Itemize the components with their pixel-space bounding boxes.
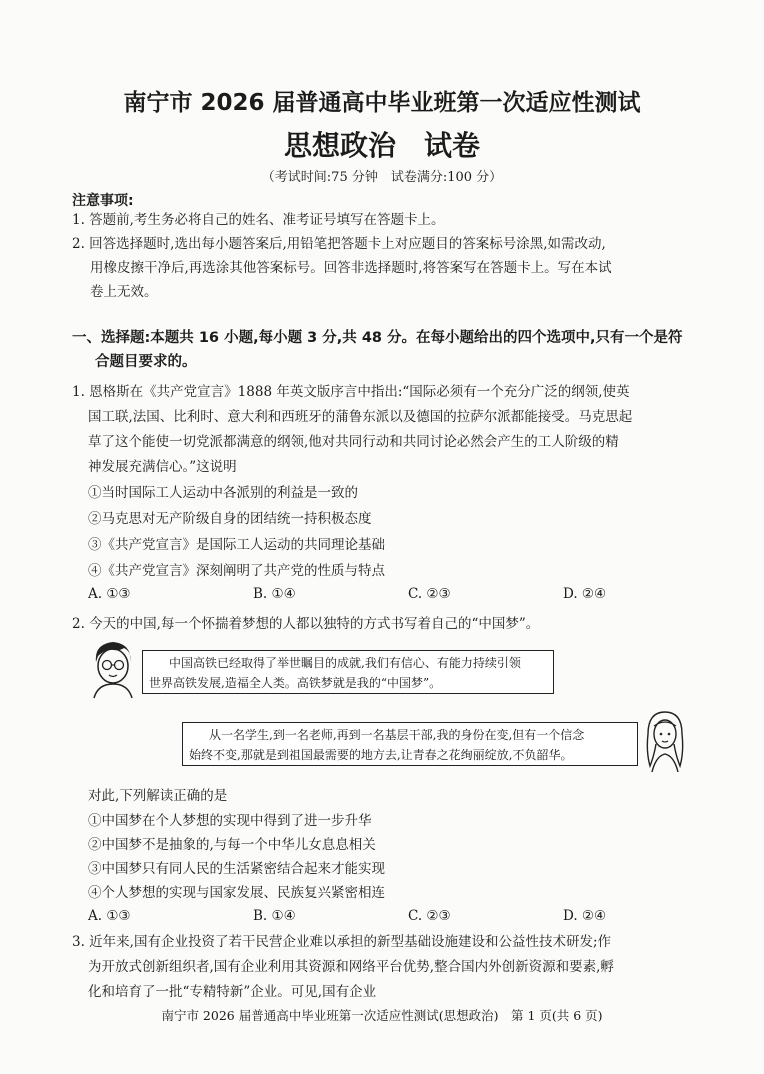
exam-title: 南宁市 2026 届普通高中毕业班第一次适应性测试 <box>123 90 641 116</box>
q2-options <box>88 908 688 928</box>
q2-option-b: B. ①④ <box>253 908 296 924</box>
q1-item: ④《共产党宣言》深刻阐明了共产党的性质与特点 <box>88 563 385 579</box>
bubble-line: 中国高铁已经取得了举世瞩目的成就,我们有信心、有能力持续引领 <box>169 656 521 670</box>
q2-question: 对此,下列解读正确的是 <box>88 788 228 804</box>
q2-option-c: C. ②③ <box>408 908 451 924</box>
q2-item: ③中国梦只有同人民的生活紧密结合起来才能实现 <box>88 861 385 877</box>
bubble-line: 世界高铁发展,造福全人类。高铁梦就是我的“中国梦”。 <box>149 676 442 690</box>
boy-illustration <box>88 638 138 700</box>
q2-option-a: A. ①③ <box>88 908 131 924</box>
q1-stem-line: 1. 恩格斯在《共产党宣言》1888 年英文版序言中指出:“国际必须有一个充分广泛的纲领,使英 <box>72 384 630 400</box>
q2-stem: 2. 今天的中国,每一个怀揣着梦想的人都以独特的方式书写着自己的“中国梦”。 <box>72 616 540 632</box>
exam-meta: （考试时间:75 分钟 试卷满分:100 分） <box>261 170 503 185</box>
q1-option-a: A. ①③ <box>88 586 131 602</box>
notice-line: 1. 答题前,考生务必将自己的姓名、准考证号填写在答题卡上。 <box>72 212 445 228</box>
q1-item: ②马克思对无产阶级自身的团结统一持积极态度 <box>88 511 372 527</box>
section-heading-cont: 合题目要求的。 <box>95 354 197 370</box>
q2-item: ②中国梦不是抽象的,与每一个中华儿女息息相关 <box>88 837 376 853</box>
q1-stem-line: 神发展充满信心。”这说明 <box>88 459 237 475</box>
q1-stem-line: 草了这个能使一切党派都满意的纲领,他对共同行动和共同讨论必然会产生的工人阶级的精 <box>88 434 619 450</box>
q1-options <box>88 586 688 606</box>
speech-bubble-girl <box>182 722 638 766</box>
q3-stem-line: 3. 近年来,国有企业投资了若干民营企业难以承担的新型基础设施建设和公益性技术研发;作 <box>72 934 612 950</box>
notice-line: 卷上无效。 <box>90 284 158 300</box>
q2-item: ④个人梦想的实现与国家发展、民族复兴紧密相连 <box>88 885 385 901</box>
page-footer: 南宁市 2026 届普通高中毕业班第一次适应性测试(思想政治) 第 1 页(共 6 页) <box>161 1008 603 1023</box>
notice-line: 2. 回答选择题时,选出每小题答案后,用铅笔把答题卡上对应题目的答案标号涂黑,如需改动, <box>72 236 606 252</box>
bubble-line: 始终不变,那就是到祖国最需要的地方去,让青春之花绚丽绽放,不负韶华。 <box>189 748 573 762</box>
q2-option-d: D. ②④ <box>563 908 607 924</box>
girl-illustration <box>642 708 688 774</box>
q1-item: ③《共产党宣言》是国际工人运动的共同理论基础 <box>88 537 385 553</box>
notice-heading: 注意事项: <box>72 193 134 209</box>
subject-title: 思想政治 试卷 <box>283 129 480 162</box>
section-heading: 一、选择题:本题共 16 小题,每小题 3 分,共 48 分。在每小题给出的四个选项中,只有一个是符 <box>72 330 683 346</box>
q3-stem-line: 化和培育了一批“专精特新”企业。可见,国有企业 <box>88 984 377 1000</box>
q1-option-d: D. ②④ <box>563 586 607 602</box>
q1-option-c: C. ②③ <box>408 586 451 602</box>
q2-item: ①中国梦在个人梦想的实现中得到了进一步升华 <box>88 813 372 829</box>
q1-item: ①当时国际工人运动中各派别的利益是一致的 <box>88 485 358 501</box>
speech-bubble-boy <box>142 650 554 694</box>
q1-stem-line: 国工联,法国、比利时、意大利和西班牙的蒲鲁东派以及德国的拉萨尔派都能接受。马克思起 <box>88 409 633 425</box>
notice-line: 用橡皮擦干净后,再选涂其他答案标号。回答非选择题时,将答案写在答题卡上。写在本试 <box>90 260 612 276</box>
q1-option-b: B. ①④ <box>253 586 296 602</box>
q3-stem-line: 为开放式创新组织者,国有企业利用其资源和网络平台优势,整合国内外创新资源和要素,孵 <box>88 959 614 975</box>
bubble-line: 从一名学生,到一名老师,再到一名基层干部,我的身份在变,但有一个信念 <box>209 728 585 742</box>
